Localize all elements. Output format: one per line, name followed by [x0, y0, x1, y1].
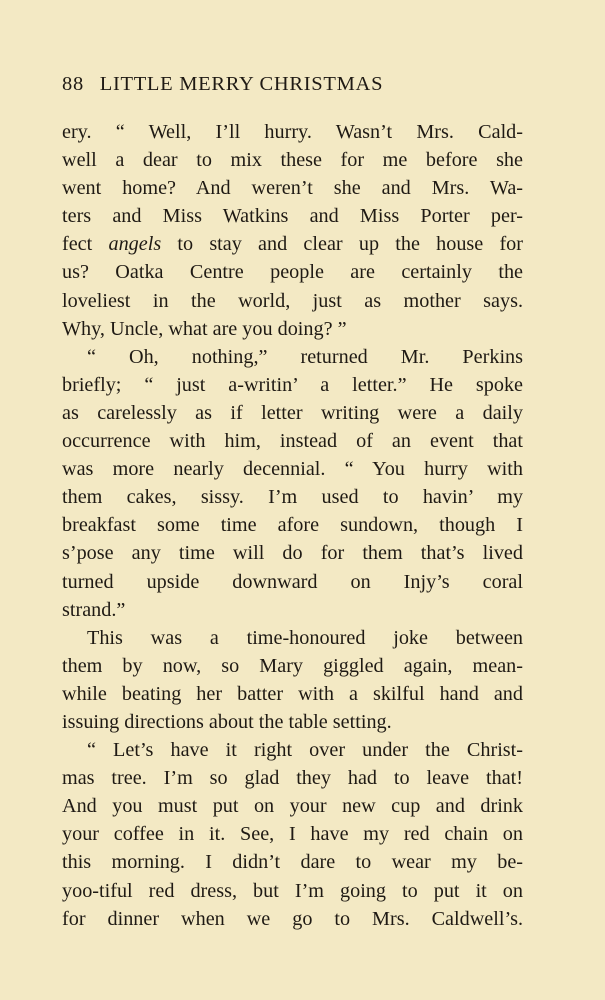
text-line: “ Oh, nothing,” returned Mr. Perkins: [87, 345, 523, 368]
text-line: briefly; “ just a-writin’ a letter.” He spoke: [62, 373, 523, 396]
text-line: us? Oatka Centre people are certainly the: [62, 261, 523, 284]
paragraph: [62, 343, 523, 624]
page-number: 88: [62, 73, 84, 95]
text-line: was more nearly decennial. “ You hurry with: [62, 458, 523, 481]
body-text: [62, 118, 523, 933]
book-page: [62, 66, 523, 933]
text-line: This was a time-honoured joke between: [87, 626, 523, 649]
text-line: yoo-tiful red dress, but I’m going to put it on: [62, 879, 523, 902]
running-header: [62, 66, 523, 102]
text-line: mas tree. I’m so glad they had to leave that!: [62, 767, 523, 790]
running-title: LITTLE MERRY CHRISTMAS: [99, 73, 384, 95]
italic-emphasis: angels: [108, 233, 162, 256]
paragraph: [62, 736, 523, 933]
text-line: fect angels to stay and clear up the house for: [62, 233, 523, 256]
text-line: them by now, so Mary giggled again, mean-: [62, 654, 523, 677]
paragraph: [62, 624, 523, 736]
text-line: ters and Miss Watkins and Miss Porter per-: [62, 205, 523, 228]
text-line: s’pose any time will do for them that’s lived: [62, 542, 523, 565]
text-line: “ Let’s have it right over under the Christ-: [87, 739, 523, 762]
text-line: strand.”: [62, 598, 126, 621]
text-line: breakfast some time afore sundown, though I: [62, 514, 523, 537]
text-line: Why, Uncle, what are you doing? ”: [62, 317, 347, 340]
text-line: this morning. I didn’t dare to wear my be-: [62, 851, 523, 874]
text-line: them cakes, sissy. I’m used to havin’ my: [62, 486, 523, 509]
text-line: as carelessly as if letter writing were a daily: [62, 401, 523, 424]
text-line: ery. “ Well, I’ll hurry. Wasn’t Mrs. Cald-: [62, 121, 523, 143]
paragraph: [62, 118, 523, 343]
text-line: well a dear to mix these for me before she: [62, 149, 523, 172]
text-line: went home? And weren’t she and Mrs. Wa-: [62, 177, 523, 200]
text-line: your coffee in it. See, I have my red chain on: [62, 823, 523, 846]
text-line: while beating her batter with a skilful hand and: [62, 682, 523, 705]
text-line: issuing directions about the table setting.: [62, 710, 392, 733]
text-line: occurrence with him, instead of an event that: [62, 430, 523, 453]
text-line: loveliest in the world, just as mother says.: [62, 289, 523, 312]
text-line: And you must put on your new cup and drink: [62, 795, 523, 818]
text-line: for dinner when we go to Mrs. Caldwell’s.: [62, 907, 523, 930]
text-line: turned upside downward on Injy’s coral: [62, 570, 523, 593]
